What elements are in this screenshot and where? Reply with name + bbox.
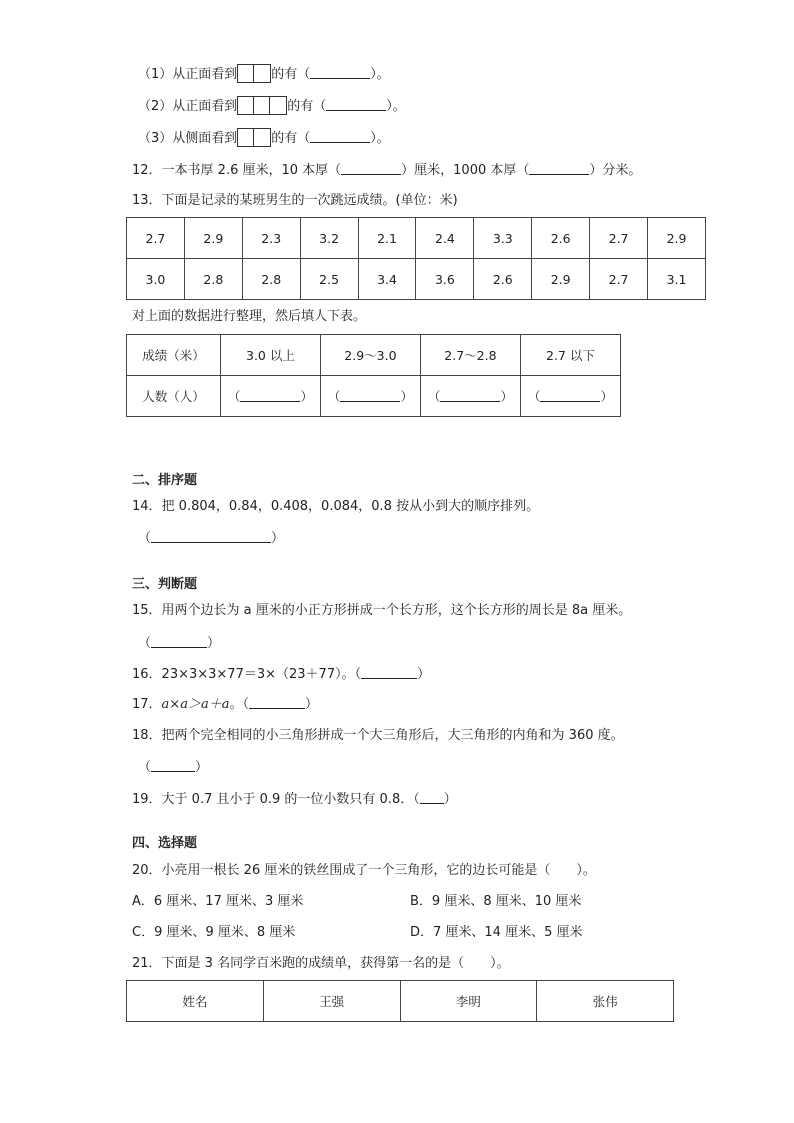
q11-item-3 — [138, 128, 390, 149]
table-cell: 2.6 — [474, 259, 532, 300]
table-cell: 3.2 — [300, 218, 358, 259]
q17-number: 17． — [132, 697, 162, 712]
answer-cell[interactable] — [220, 376, 320, 417]
answer-blank[interactable] — [361, 664, 417, 679]
table-row — [127, 335, 621, 376]
paren-close: ） — [443, 792, 457, 807]
question-18: 18．把两个完全相同的小三角形拼成一个大三角形后，大三角形的内角和为 360 度。 — [132, 728, 624, 743]
q19-text: 19．大于 0.7 且小于 0.9 的一位小数只有 0.8．（ — [132, 792, 420, 807]
q11-item-3-suffix: 的有（ — [271, 131, 311, 146]
paren-close: ） — [195, 760, 209, 775]
paren-close: ） — [400, 389, 413, 404]
q14-answer-line — [138, 528, 284, 549]
paren-close: ） — [304, 697, 318, 712]
table-cell: 2.9 — [532, 259, 590, 300]
answer-blank[interactable] — [151, 633, 207, 648]
table-cell: 2.3 — [242, 218, 300, 259]
table-row — [127, 376, 621, 417]
q15-answer-line — [138, 633, 220, 654]
paren-open: （ — [527, 389, 541, 404]
q11-item-1 — [138, 64, 390, 85]
section-4-title: 四、选择题 — [132, 836, 198, 851]
table-cell: 3.1 — [648, 259, 706, 300]
answer-blank[interactable] — [420, 789, 444, 804]
paren-close: ） — [417, 667, 431, 682]
paren-close: ） — [500, 389, 513, 404]
q11-item-2-close: ）。 — [386, 99, 406, 114]
question-20: 20．小亮用一根长 26 厘米的铁丝围成了一个三角形，它的边长可能是（ ）。 — [132, 863, 596, 878]
q18-answer-line — [138, 757, 208, 778]
question-12 — [132, 160, 641, 181]
q16-text: 16．23×3×3×77＝3×（23＋77）。（ — [132, 667, 362, 682]
section-3-title: 三、判断题 — [132, 577, 198, 592]
table-cell: 2.7 — [127, 218, 185, 259]
table-cell: 2.1 — [358, 218, 416, 259]
table-header-cell: 成绩（米） — [127, 335, 221, 376]
question-15: 15．用两个边长为 a 厘米的小正方形拼成一个长方形，这个长方形的周长是 8a 厘米。 — [132, 603, 632, 618]
table-row — [127, 259, 706, 300]
view-shape-two-squares — [237, 128, 271, 147]
table-cell: 3.0 — [127, 259, 185, 300]
q12-text-3: ）分米。 — [589, 163, 642, 178]
table-cell: 2.4 — [416, 218, 474, 259]
table-cell: 3.4 — [358, 259, 416, 300]
question-13: 13．下面是记录的某班男生的一次跳远成绩。(单位：米) — [132, 193, 458, 208]
table-cell: 3.6 — [416, 259, 474, 300]
answer-blank[interactable] — [249, 694, 305, 709]
option-a[interactable]: A．6 厘米、17 厘米、3 厘米 — [132, 894, 304, 909]
table-cell: 2.5 — [300, 259, 358, 300]
answer-blank[interactable] — [529, 160, 589, 175]
table-cell: 2.7 — [590, 259, 648, 300]
answer-blank[interactable] — [151, 757, 195, 772]
option-d[interactable]: D．7 厘米、14 厘米、5 厘米 — [410, 925, 583, 940]
q11-item-2-prefix: （2）从正面看到 — [138, 99, 238, 114]
table-cell: 3.3 — [474, 218, 532, 259]
answer-cell[interactable] — [320, 376, 420, 417]
table-cell: 2.9 — [648, 218, 706, 259]
table-row — [127, 981, 674, 1022]
paren-close: ） — [207, 636, 221, 651]
table-cell: 2.6 — [532, 218, 590, 259]
option-b[interactable]: B．9 厘米、8 厘米、10 厘米 — [410, 894, 582, 909]
table-header-cell: 2.9～3.0 — [320, 335, 420, 376]
q11-item-3-prefix: （3）从侧面看到 — [138, 131, 238, 146]
answer-blank[interactable] — [326, 96, 386, 111]
answer-blank[interactable] — [341, 160, 401, 175]
long-jump-data-table — [126, 217, 706, 300]
table-header-cell: 2.7～2.8 — [420, 335, 520, 376]
section-2-title: 二、排序题 — [132, 473, 198, 488]
paren-open: （ — [138, 531, 152, 546]
table-cell: 2.9 — [184, 218, 242, 259]
q11-item-1-suffix: 的有（ — [271, 67, 311, 82]
answer-blank[interactable] — [440, 387, 500, 402]
table-cell: 2.8 — [242, 259, 300, 300]
q11-item-1-prefix: （1）从正面看到 — [138, 67, 238, 82]
paren-open: （ — [227, 389, 241, 404]
answer-blank[interactable] — [310, 64, 370, 79]
table-header-cell: 张伟 — [537, 981, 674, 1022]
table-cell: 2.7 — [590, 218, 648, 259]
table-header-cell: 姓名 — [127, 981, 264, 1022]
table-header-cell: 王强 — [263, 981, 400, 1022]
summary-table — [126, 334, 621, 417]
view-shape-two-squares — [237, 64, 271, 83]
answer-cell[interactable] — [420, 376, 520, 417]
paren-close: ） — [271, 531, 285, 546]
table-header-cell: 2.7 以下 — [520, 335, 620, 376]
q13-instruction: 对上面的数据进行整理，然后填人下表。 — [132, 309, 367, 324]
paren-open: （ — [427, 389, 441, 404]
q12-text-1: 12．一本书厚 2.6 厘米，10 本厚（ — [132, 163, 342, 178]
paren-open: （ — [138, 760, 152, 775]
answer-blank[interactable] — [240, 387, 300, 402]
table-header-cell: 3.0 以上 — [220, 335, 320, 376]
answer-blank[interactable] — [540, 387, 600, 402]
q17-expression: a×a＞a＋a — [161, 697, 230, 712]
question-21: 21．下面是 3 名同学百米跑的成绩单，获得第一名的是（ ）。 — [132, 956, 510, 971]
q17-suffix: 。（ — [229, 697, 249, 712]
paren-open: （ — [138, 636, 152, 651]
question-17 — [132, 694, 318, 715]
question-14: 14．把 0.804，0.84，0.408，0.084，0.8 按从小到大的顺序排列。 — [132, 499, 540, 514]
row-label-cell: 人数（人） — [127, 376, 221, 417]
table-header-cell: 李明 — [400, 981, 537, 1022]
view-shape-three-squares — [237, 96, 287, 115]
option-c[interactable]: C．9 厘米、9 厘米、8 厘米 — [132, 925, 296, 940]
answer-blank[interactable] — [310, 128, 370, 143]
table-row — [127, 218, 706, 259]
sprint-results-table — [126, 980, 674, 1022]
answer-blank[interactable] — [340, 387, 400, 402]
q12-text-2: ）厘米，1000 本厚（ — [401, 163, 530, 178]
paren-close: ） — [300, 389, 313, 404]
answer-cell[interactable] — [520, 376, 620, 417]
table-cell: 2.8 — [184, 259, 242, 300]
question-19 — [132, 789, 457, 810]
q11-item-3-close: ）。 — [370, 131, 390, 146]
q11-item-2-suffix: 的有（ — [287, 99, 327, 114]
answer-blank[interactable] — [151, 528, 271, 543]
paren-open: （ — [327, 389, 341, 404]
q11-item-2 — [138, 96, 406, 117]
q11-item-1-close: ）。 — [370, 67, 390, 82]
paren-close: ） — [600, 389, 613, 404]
question-16 — [132, 664, 430, 685]
